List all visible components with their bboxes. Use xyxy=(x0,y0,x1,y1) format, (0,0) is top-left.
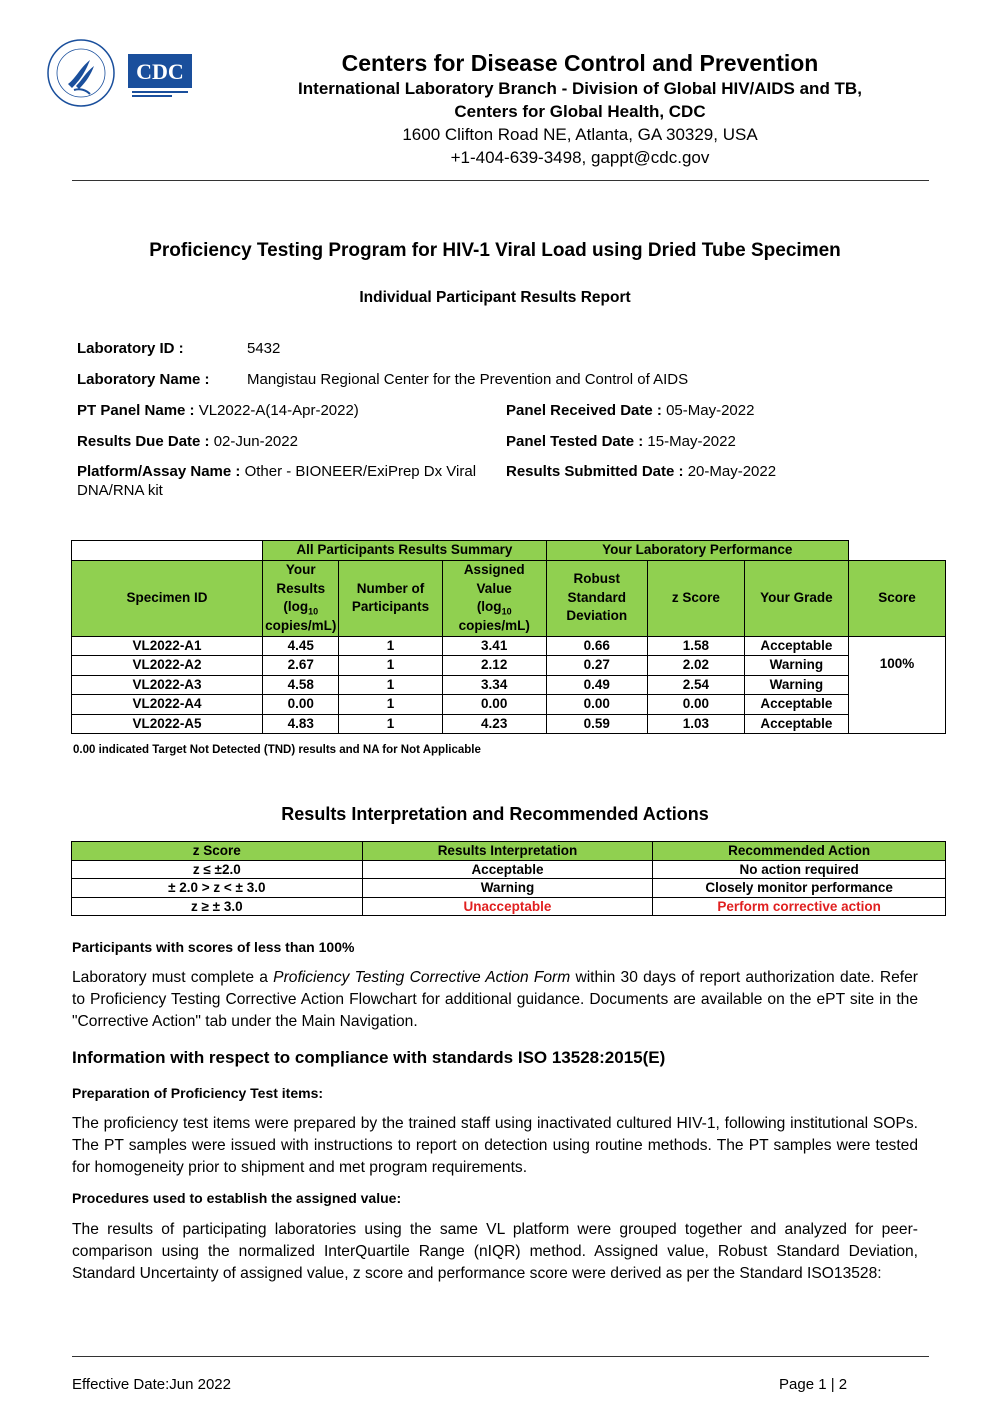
score-cell: 100% xyxy=(848,636,945,734)
col-assigned-value: Assigned Value ($\log_{10}$ copies/mL) xyxy=(442,560,546,636)
specimen-id-cell: VL2022-A1 xyxy=(72,636,263,656)
less-than-100-paragraph: Laboratory must complete a Proficiency Testing Corrective Action Form within 30 days of report authorization date. Refer to Proficiency Testing Corrective Action Flowchart for additional guidance. Documents are available on the ePT site in the "Corrective Action" tab under the Main Navigation. xyxy=(72,969,918,1030)
footer-divider xyxy=(72,1356,929,1357)
table-header-row xyxy=(72,560,946,636)
assigned-cell: 3.34 xyxy=(442,675,546,695)
interpretation-header-row xyxy=(72,842,946,861)
participants-cell: 1 xyxy=(339,636,442,656)
results-table xyxy=(71,540,946,734)
z-range-cell: z ≤ ±2.0 xyxy=(72,860,363,879)
results-due-date: Results Due Date : 02-Jun-2022 xyxy=(77,433,298,450)
org-contact: +1-404-639-3498, gappt@cdc.gov xyxy=(450,148,710,167)
participants-cell: 1 xyxy=(339,695,442,715)
org-branch: International Laboratory Branch - Division of Global HIV/AIDS and TB, xyxy=(298,79,862,98)
cdc-logo xyxy=(128,54,192,100)
z-cell: 1.03 xyxy=(647,714,744,734)
grade-cell: Warning xyxy=(744,675,848,695)
col-specimen-id: Specimen ID xyxy=(72,560,263,636)
results-submitted-date: Results Submitted Date : 20-May-2022 xyxy=(506,463,777,480)
iso-compliance-heading: Information with respect to compliance with standards ISO 13528:2015(E) xyxy=(72,1048,666,1067)
col-your-results: Your Results ($\log_{10}$ copies/mL) xyxy=(263,560,339,636)
report-title: Proficiency Testing Program for HIV-1 Viral Load using Dried Tube Specimen xyxy=(149,240,841,261)
interpretation-title: Results Interpretation and Recommended Actions xyxy=(281,804,709,824)
table-row xyxy=(72,675,946,695)
table-row xyxy=(72,860,946,879)
col-score: Score xyxy=(848,560,945,636)
table-row xyxy=(72,636,946,656)
lab-id-label: Laboratory ID : xyxy=(77,340,184,357)
sd-cell: 0.59 xyxy=(546,714,647,734)
preparation-paragraph: The proficiency test items were prepared by the trained staff using inactivated cultured HIV-1, following institutional SOPs. The PT samples were issued with instructions to report on detection using routine methods. The PT samples were tested for homogeneity prior to shipment and met program requirements. xyxy=(72,1115,918,1176)
procedures-paragraph: The results of participating laboratories using the same VL platform were grouped together and analyzed for peer-comparison using the normalized InterQuartile Range (nIQR) method. Assigned value, Robust Standard Deviation, Standard Uncertainty of assigned value, z score and performance score were derived as per the Standard ISO13528: xyxy=(72,1221,918,1282)
specimen-id-cell: VL2022-A4 xyxy=(72,695,263,715)
specimen-id-cell: VL2022-A3 xyxy=(72,675,263,695)
page-number: Page 1 | 2 xyxy=(779,1376,848,1393)
lab-id-value: 5432 xyxy=(247,340,281,357)
table-row xyxy=(72,656,946,676)
z-cell: 2.02 xyxy=(647,656,744,676)
table-row xyxy=(72,714,946,734)
result-cell: 4.58 xyxy=(263,675,339,695)
result-cell: 0.00 xyxy=(263,695,339,715)
table-row xyxy=(72,879,946,898)
table-row xyxy=(72,897,946,916)
table-row xyxy=(72,695,946,715)
participants-cell: 1 xyxy=(339,675,442,695)
header-divider xyxy=(72,180,929,181)
z-range-cell: z ≥ ± 3.0 xyxy=(72,897,363,916)
hhs-seal-logo xyxy=(46,38,116,108)
action-cell: Closely monitor performance xyxy=(653,879,946,898)
col-z-score: z Score xyxy=(647,560,744,636)
preparation-heading: Preparation of Proficiency Test items: xyxy=(72,1085,324,1101)
lab-name-label: Laboratory Name : xyxy=(77,371,210,388)
org-address: 1600 Clifton Road NE, Atlanta, GA 30329, USA xyxy=(402,125,758,144)
interpretation-table xyxy=(71,841,946,916)
pt-panel-name: PT Panel Name : VL2022-A(14-Apr-2022) xyxy=(77,402,359,419)
cdc-logo-text: CDC xyxy=(136,59,184,84)
interp-cell: Acceptable xyxy=(362,860,653,879)
sd-cell: 0.66 xyxy=(546,636,647,656)
col-robust-sd: Robust Standard Deviation xyxy=(546,560,647,636)
col-your-grade: Your Grade xyxy=(744,560,848,636)
col-recommended-action: Recommended Action xyxy=(653,842,946,861)
lab-performance-group-header: Your Laboratory Performance xyxy=(546,541,848,561)
org-title: Centers for Disease Control and Prevention xyxy=(341,50,819,76)
action-cell: No action required xyxy=(653,860,946,879)
sd-cell: 0.27 xyxy=(546,656,647,676)
specimen-id-cell: VL2022-A5 xyxy=(72,714,263,734)
col-results-interpretation: Results Interpretation xyxy=(362,842,653,861)
all-participants-group-header: All Participants Results Summary xyxy=(263,541,547,561)
effective-date: Effective Date:Jun 2022 xyxy=(72,1376,231,1393)
participants-cell: 1 xyxy=(339,714,442,734)
result-cell: 4.83 xyxy=(263,714,339,734)
assigned-cell: 4.23 xyxy=(442,714,546,734)
grade-cell: Acceptable xyxy=(744,695,848,715)
org-center: Centers for Global Health, CDC xyxy=(454,102,706,121)
z-cell: 0.00 xyxy=(647,695,744,715)
procedures-heading: Procedures used to establish the assigned value: xyxy=(72,1190,402,1206)
table-group-header-row xyxy=(72,541,946,561)
assigned-cell: 0.00 xyxy=(442,695,546,715)
result-cell: 2.67 xyxy=(263,656,339,676)
panel-tested-date: Panel Tested Date : 15-May-2022 xyxy=(506,433,736,450)
lab-name-value: Mangistau Regional Center for the Prevention and Control of AIDS xyxy=(247,371,689,388)
col-number-participants: Number of Participants xyxy=(339,560,442,636)
z-cell: 2.54 xyxy=(647,675,744,695)
empty-header-cell xyxy=(72,541,263,561)
less-than-100-heading: Participants with scores of less than 100% xyxy=(72,939,355,955)
interp-cell: Warning xyxy=(362,879,653,898)
assigned-cell: 2.12 xyxy=(442,656,546,676)
z-cell: 1.58 xyxy=(647,636,744,656)
platform-assay-name: Platform/Assay Name : Other - BIONEER/ExiPrep Dx Viral DNA/RNA kit xyxy=(77,463,477,499)
action-cell: Perform corrective action xyxy=(653,897,946,916)
assigned-cell: 3.41 xyxy=(442,636,546,656)
result-cell: 4.45 xyxy=(263,636,339,656)
z-range-cell: ± 2.0 > z < ± 3.0 xyxy=(72,879,363,898)
grade-cell: Warning xyxy=(744,656,848,676)
grade-cell: Acceptable xyxy=(744,636,848,656)
interp-cell: Unacceptable xyxy=(362,897,653,916)
table-footnote: 0.00 indicated Target Not Detected (TND) results and NA for Not Applicable xyxy=(73,744,481,756)
specimen-id-cell: VL2022-A2 xyxy=(72,656,263,676)
sd-cell: 0.49 xyxy=(546,675,647,695)
sd-cell: 0.00 xyxy=(546,695,647,715)
report-subtitle: Individual Participant Results Report xyxy=(359,289,631,306)
grade-cell: Acceptable xyxy=(744,714,848,734)
col-z-score: z Score xyxy=(72,842,363,861)
participants-cell: 1 xyxy=(339,656,442,676)
panel-received-date: Panel Received Date : 05-May-2022 xyxy=(506,402,755,419)
